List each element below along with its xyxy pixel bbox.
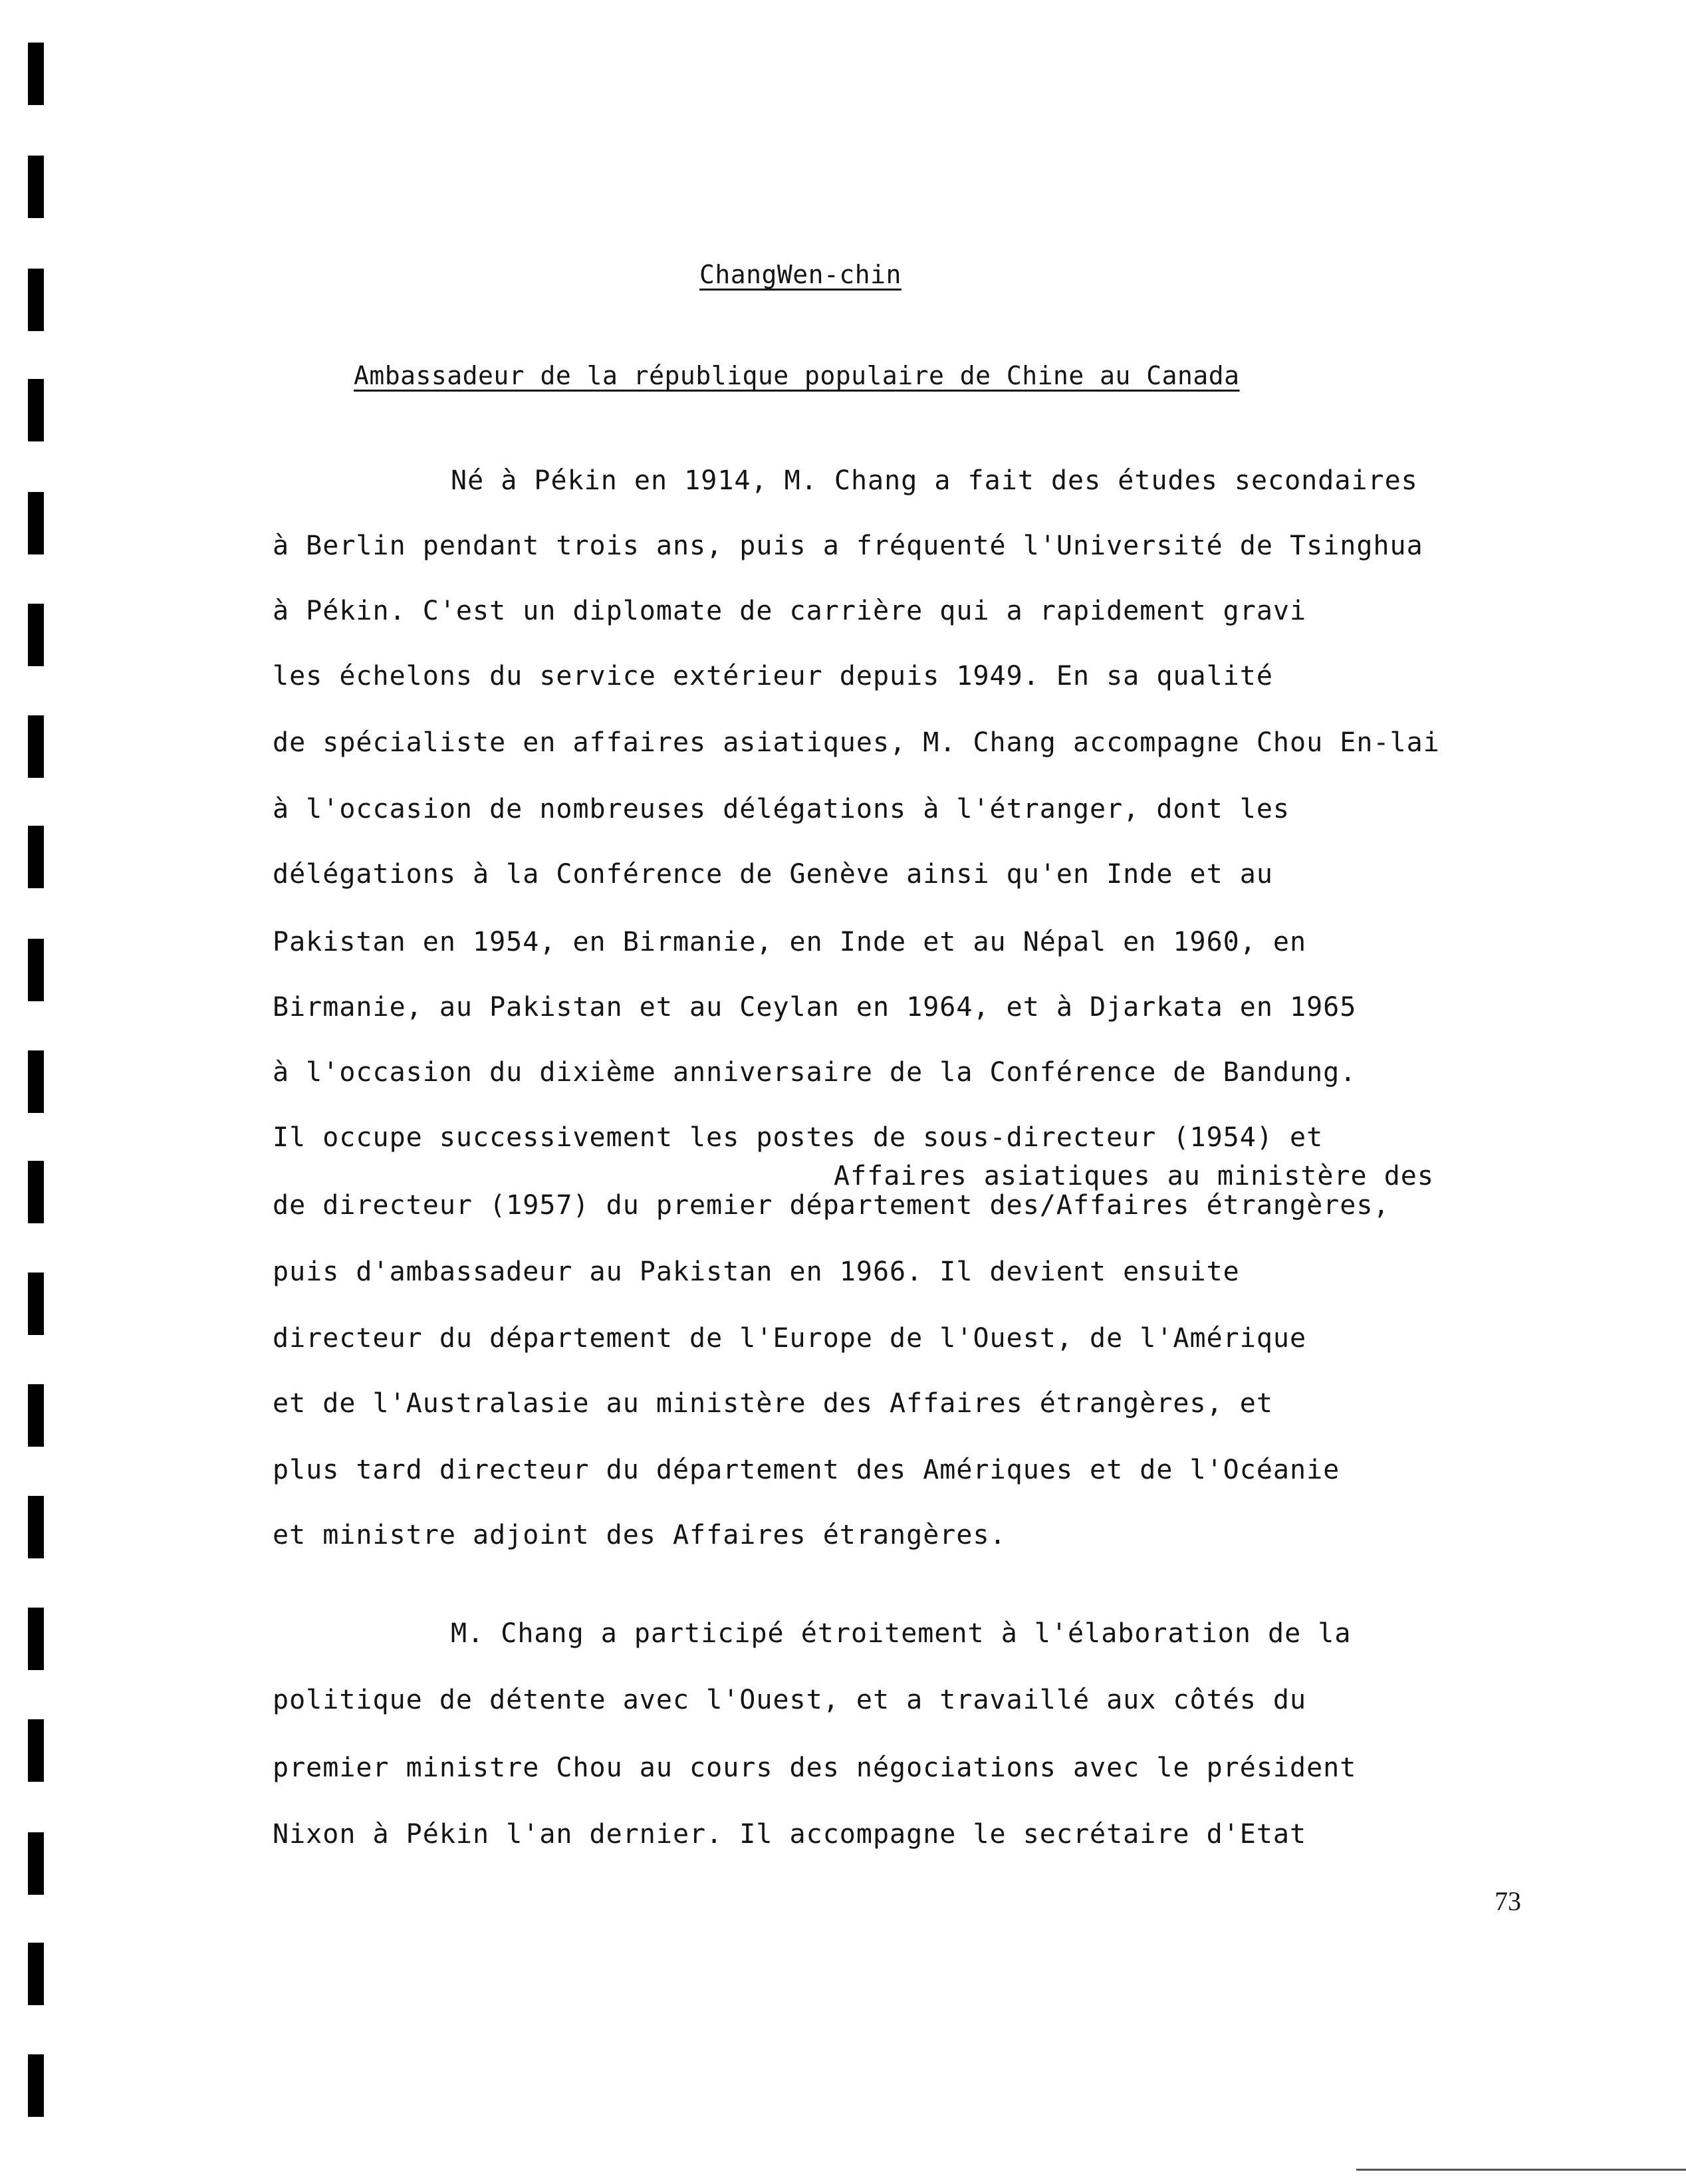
scan-edge-line <box>1356 2169 1686 2171</box>
paragraph-1-line: les échelons du service extérieur depuis 1949. En sa qualité <box>273 661 1273 691</box>
page-number: 73 <box>1495 1886 1521 1916</box>
paragraph-2-line: politique de détente avec l'Ouest, et a travaillé aux côtés du <box>273 1685 1307 1715</box>
binding-mark <box>28 1496 44 1558</box>
binding-mark <box>28 156 44 218</box>
paragraph-2-line: premier ministre Chou au cours des négociations avec le président <box>273 1753 1357 1783</box>
paragraph-1-line: à Pékin. C'est un diplomate de carrière qui a rapidement gravi <box>273 596 1307 626</box>
paragraph-1-line: de directeur (1957) du premier département des/Affaires étrangères, <box>273 1190 1390 1221</box>
binding-mark <box>28 1719 44 1782</box>
paragraph-1-line: Né à Pékin en 1914, M. Chang a fait des études secondaires <box>451 465 1418 496</box>
paragraph-1-line: Pakistan en 1954, en Birmanie, en Inde et au Népal en 1960, en <box>273 927 1307 957</box>
binding-mark <box>28 2054 44 2117</box>
binding-mark <box>28 939 44 1001</box>
paragraph-1-line: puis d'ambassadeur au Pakistan en 1966. Il devient ensuite <box>273 1257 1240 1287</box>
paragraph-1-line: de spécialiste en affaires asiatiques, M. Chang accompagne Chou En-lai <box>273 727 1440 758</box>
binding-mark <box>28 715 44 778</box>
binding-mark <box>28 1943 44 2005</box>
binding-mark <box>28 1832 44 1895</box>
binding-mark <box>28 1273 44 1335</box>
binding-mark <box>28 1050 44 1113</box>
binding-mark <box>28 379 44 441</box>
binding-mark <box>28 269 44 331</box>
binding-mark <box>28 492 44 554</box>
paragraph-1-line: à l'occasion de nombreuses délégations à l'étranger, dont les <box>273 794 1290 824</box>
binding-mark <box>28 43 44 105</box>
paragraph-1-line: à l'occasion du dixième anniversaire de la Conférence de Bandung. <box>273 1057 1357 1088</box>
paragraph-2-line: M. Chang a participé étroitement à l'élaboration de la <box>451 1618 1352 1649</box>
paragraph-1-line: plus tard directeur du département des Amériques et de l'Océanie <box>273 1455 1340 1485</box>
paragraph-1-line: directeur du département de l'Europe de l'Ouest, de l'Amérique <box>273 1323 1307 1354</box>
binding-mark <box>28 1161 44 1223</box>
interlinear-insert: Affaires asiatiques au ministère des <box>834 1161 1434 1191</box>
document-subtitle: Ambassadeur de la république populaire de Chine au Canada <box>354 361 1240 390</box>
paragraph-1-line: à Berlin pendant trois ans, puis a fréquenté l'Université de Tsinghua <box>273 531 1423 561</box>
paragraph-1-line: délégations à la Conférence de Genève ainsi qu'en Inde et au <box>273 859 1273 890</box>
paragraph-1-line: et de l'Australasie au ministère des Affaires étrangères, et <box>273 1388 1273 1419</box>
document-title: ChangWen-chin <box>699 260 902 289</box>
paragraph-2-line: Nixon à Pékin l'an dernier. Il accompagne le secrétaire d'Etat <box>273 1819 1307 1850</box>
paragraph-1-line: Il occupe successivement les postes de sous-directeur (1954) et <box>273 1122 1324 1153</box>
binding-mark <box>28 1384 44 1447</box>
binding-mark <box>28 604 44 666</box>
binding-mark <box>28 1608 44 1670</box>
binding-mark <box>28 826 44 888</box>
paragraph-1-line: Birmanie, au Pakistan et au Ceylan en 1964, et à Djarkata en 1965 <box>273 992 1357 1023</box>
paragraph-1-line: et ministre adjoint des Affaires étrangères. <box>273 1520 1007 1550</box>
